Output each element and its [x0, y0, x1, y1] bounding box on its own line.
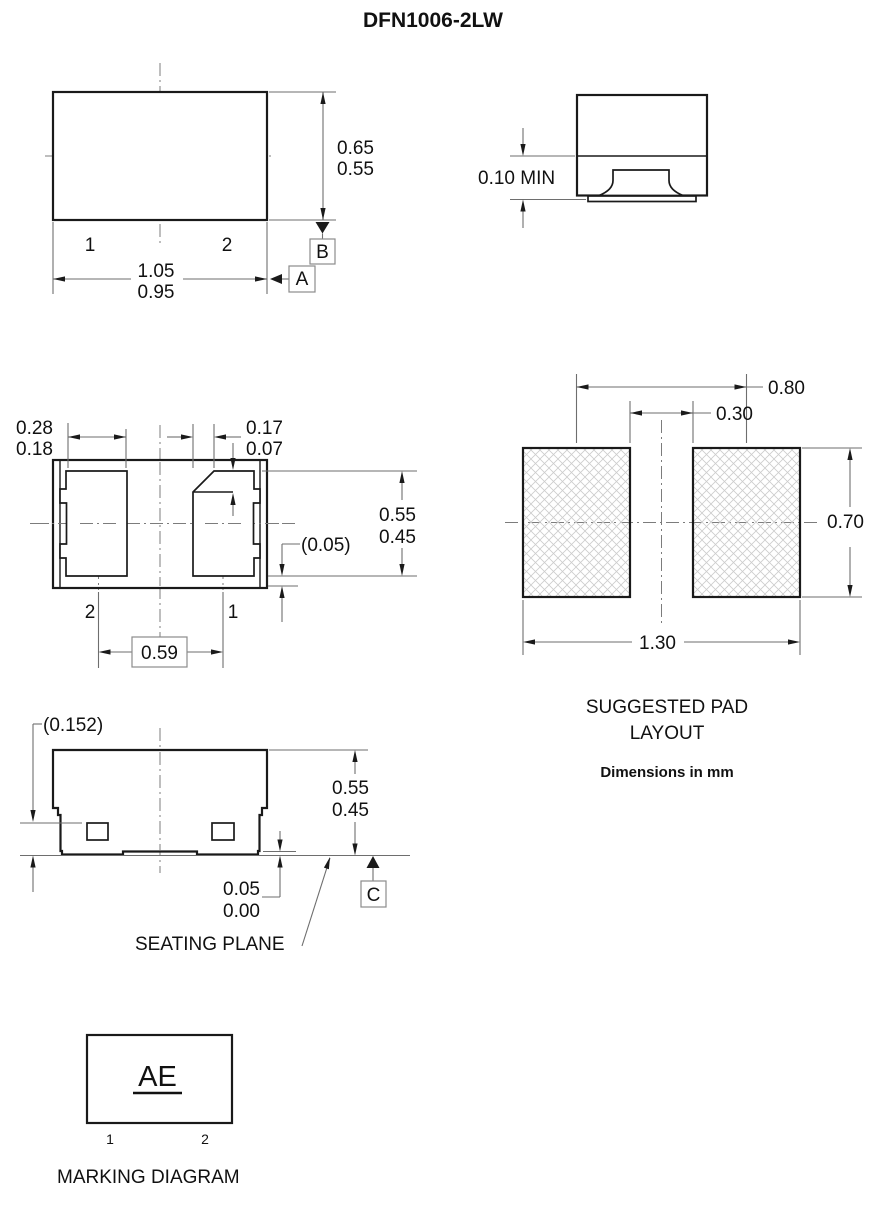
- dim-layout-pitch-label: 0.80: [768, 378, 805, 399]
- dim-pad-width-min: 0.18: [16, 439, 53, 460]
- datum-a-label: A: [295, 269, 309, 290]
- marking-pin1-label: 1: [106, 1131, 114, 1147]
- dim-terminal-ref-label: (0.152): [43, 715, 104, 736]
- pad-layout-caption-line1: SUGGESTED PAD: [585, 697, 749, 718]
- dim-seating-height-max: 0.55: [332, 778, 369, 799]
- dim-layout-pad-height-label: 0.70: [827, 512, 864, 533]
- pad-layout-caption-line2: LAYOUT: [629, 723, 705, 744]
- marking-caption: MARKING DIAGRAM: [57, 1167, 240, 1188]
- marking-code: AE: [138, 1061, 177, 1093]
- units-note: Dimensions in mm: [600, 764, 734, 781]
- dim-seating-standoff-min: 0.00: [223, 901, 260, 922]
- bottom-pin1-label: 1: [227, 602, 239, 623]
- dim-width-max: 1.05: [137, 261, 175, 282]
- terminal-window-left: [87, 823, 108, 840]
- layout-pad-right: [693, 448, 800, 597]
- dim-pad-height-min: 0.45: [379, 527, 416, 548]
- layout-pad-left: [523, 448, 630, 597]
- marking-pin2-label: 2: [201, 1131, 209, 1147]
- terminal-window-right: [212, 823, 234, 840]
- dim-pad-width-max: 0.28: [16, 418, 53, 439]
- pad-pin2: [60, 471, 127, 576]
- dim-pad-height-max: 0.55: [379, 505, 416, 526]
- dim-standoff-label: 0.10 MIN: [478, 168, 556, 189]
- pin2-label: 2: [221, 235, 233, 256]
- package-body-outline: [53, 92, 267, 220]
- datum-b-label: B: [316, 242, 329, 263]
- dim-layout-total-width-label: 1.30: [639, 633, 676, 654]
- dim-seating-height-min: 0.45: [332, 800, 369, 821]
- dim-seating-standoff-max: 0.05: [223, 879, 260, 900]
- dim-pitch-label: 0.59: [141, 643, 178, 664]
- seating-plane-label: SEATING PLANE: [135, 934, 285, 955]
- datum-c-label: C: [366, 885, 381, 906]
- dim-layout-gap-label: 0.30: [716, 404, 753, 425]
- page-title: DFN1006-2LW: [362, 9, 504, 32]
- dim-chamfer-min: 0.07: [246, 439, 283, 460]
- dim-height-max: 0.65: [337, 138, 374, 159]
- terminal-lip: [588, 196, 696, 202]
- dim-width-min: 0.95: [137, 282, 175, 303]
- dim-chamfer-max: 0.17: [246, 418, 283, 439]
- dim-edge-gap-label: (0.05): [301, 535, 351, 556]
- dim-height-min: 0.55: [337, 159, 374, 180]
- pad-pin1: [193, 471, 260, 576]
- bottom-pin2-label: 2: [84, 602, 96, 623]
- pin1-label: 1: [84, 235, 96, 256]
